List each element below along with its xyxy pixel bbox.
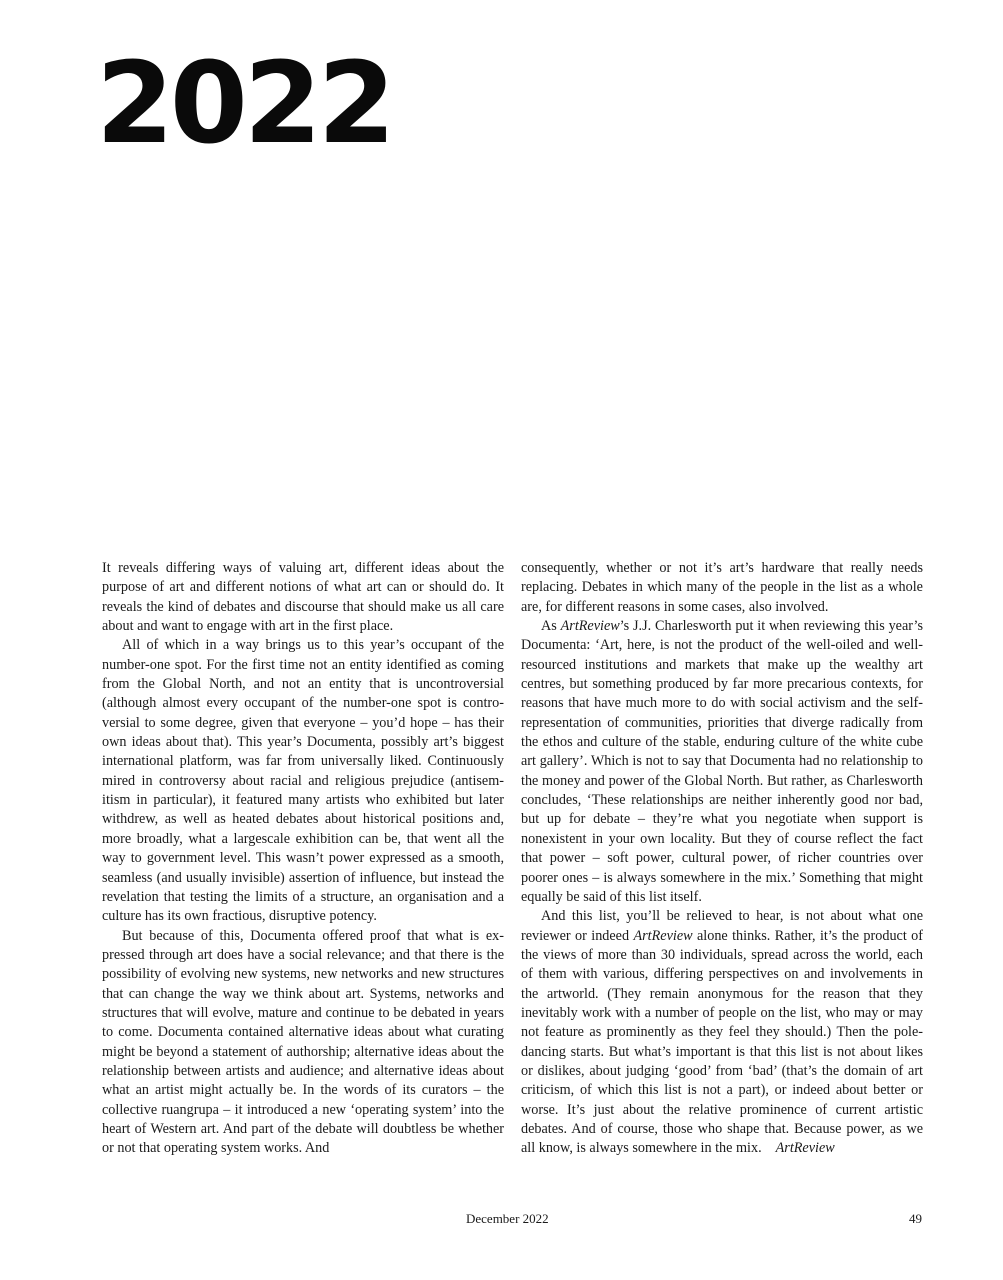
article-column-right (521, 559, 923, 1159)
paragraph-body: alone thinks. Rather, it’s the product of the views of more than 30 individuals, spread across the world, each of them with various, differing perspectives on and involvements in the artworld. (They remain anonymous for the reason that they inevitably work with a number of people on the list, who may or may not feature as prominently as they feel they should.) Then the pole-dancing starts. But what’s important is that this list is not about likes or dislikes, about judging ‘good’ from ‘bad’ (that’s the domain of art criticism, of which this list is not a part), or indeed about better or worse. It’s just about the relative prominence of current artistic debates. And of course, those who shape that. Because power, as we all know, is always somewhere in the mix. (521, 927, 923, 1157)
page-number: 49 (909, 1211, 922, 1226)
paragraph: All of which in a way brings us to this year’s occupant of the number-one spot. For the first time not an entity identified as coming from the Global North, and not an entity that is uncontroversial (although almost every occupant of the number-one spot is controversial to some degree, given that everyone – you’d hope – has their own ideas about that). This year’s Documenta, possibly art’s biggest international platform, was far from universally liked. Continuously mired in controversy about racial and religious prejudice (antisemitism in particular), it featured many artists who exhibited but later withdrew, as well as heated debates about historical positions and, more broadly, what a largescale exhibition can be, that went all the way to government level. This wasn’t power expressed as a smooth, seamless (and usually invisible) assertion of influence, but instead the revelation that testing the limits of a structure, an organisation and a culture has its own fractious, disruptive potency. (102, 637, 504, 925)
paragraph: But because of this, Documenta offered proof that what is expressed through art does have a social relevance; and that there is the possibility of evolving new systems, new networks and new structures that can change the way we think about art. Systems, networks and structures that will evolve, mature and continue to be debated in years to come. Documenta contained alternative ideas about what curating might be beyond a statement of authorship; alternative ideas about the relationship between artists and audience; and alternative ideas about what an artist might actually be. In the words of its curators – the collective ruangrupa – it introduced a new ‘operating system’ into the heart of Western art. And part of the debate will doubtless be whether or not that operating system works. And (102, 927, 504, 1157)
magazine-title: ArtReview (633, 927, 693, 944)
page-title: 2022 (96, 39, 392, 169)
paragraph-lead: And this list, you’ll be relieved to hear, is not about what one reviewer or indeed (521, 908, 923, 944)
paragraph-body: ’s J.J. Charlesworth put it when reviewing this year’s Documenta: ‘Art, here, is not the product of the well-oiled and well-resourced institutions and markets that make up the wealthy art centres, but something produced by far more precarious contexts, for reasons that have much more to do with social activism and the self-representation of communities, priorities that diverge radically from the ethos and culture of the stable, enduring culture of the white cube art gallery’. Which is not to say that Documenta had no relationship to the money and power of the Global North. But rather, as Charlesworth concludes, ‘These relationships are neither inherently good nor bad, but up for debate – they’re what you negotiate when support is nonexistent in your own locality. But they of course reflect the fact that power – soft power, cultural power, of richer countries over poorer ones – is always somewhere in the mix.’ Something that might equally be said of this list itself. (521, 618, 923, 905)
author-signature: ArtReview (775, 1140, 835, 1157)
article-column-left (102, 559, 504, 1159)
magazine-title: ArtReview (560, 618, 620, 635)
paragraph (521, 907, 923, 1158)
paragraph (521, 617, 923, 907)
paragraph: consequently, whether or not it’s art’s hardware that really needs replacing. Debates in which many of the people in the list as a whole are, for different reasons in some cases, also involved. (521, 560, 923, 615)
paragraph: It reveals differing ways of valuing art, different ideas about the purpose of art and different notions of what art can or should do. It reveals the kind of debates and discourse that should make us all care about and want to engage with art in the first place. (102, 560, 504, 635)
footer-date: December 2022 (466, 1211, 549, 1226)
paragraph-lead: As (541, 618, 561, 635)
